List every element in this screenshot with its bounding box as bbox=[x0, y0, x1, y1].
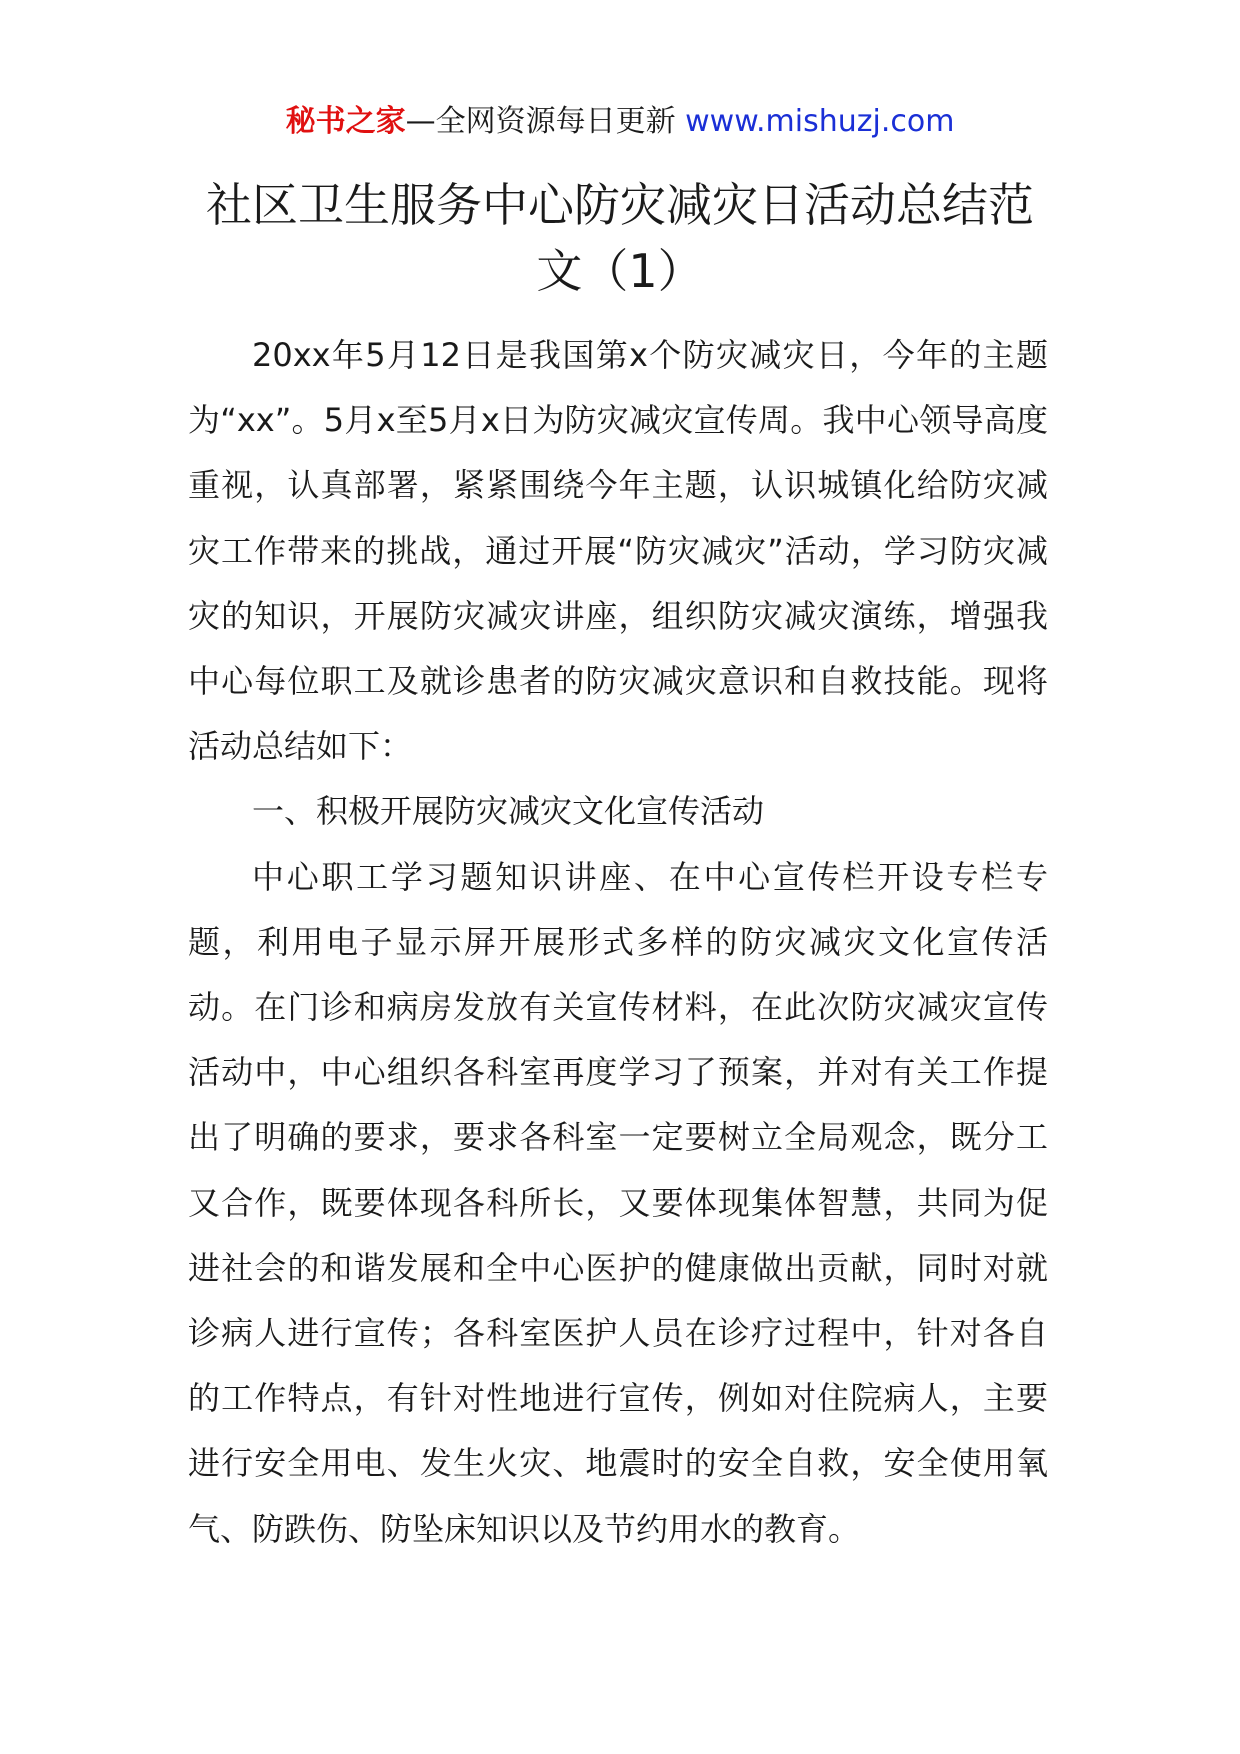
document-title: 社区卫生服务中心防灾减灾日活动总结范文（1） bbox=[206, 178, 1034, 298]
section-heading-1: 一、积极开展防灾减灾文化宣传活动 bbox=[252, 792, 765, 831]
paragraph-intro: 20xx年5月12日是我国第x个防灾减灾日，今年的主题为“xx”。5月x至5月x日为防灾减灾宣传周。我中心领导高度重视，认真部署，紧紧围绕今年主题，认识城镇化给防灾减灾工作带来的挑战，通过开展“防灾减灾”活动，学习防灾减灾的知识，开展防灾减灾讲座，组织防灾减灾演练，增强我中心每位职工及就诊患者的防灾减灾意识和自救技能。现将活动总结如下： bbox=[188, 336, 1048, 766]
site-header bbox=[0, 100, 1240, 144]
paragraph-section-1: 中心职工学习题知识讲座、在中心宣传栏开设专栏专题，利用电子显示屏开展形式多样的防灾减灾文化宣传活动。在门诊和病房发放有关宣传材料，在此次防灾减灾宣传活动中，中心组织各科室再度学习了预案，并对有关工作提出了明确的要求，要求各科室一定要树立全局观念，既分工又合作，既要体现各科所长，又要体现集体智慧，共同为促进社会的和谐发展和全中心医护的健康做出贡献，同时对就诊病人进行宣传；各科室医护人员在诊疗过程中，针对各自的工作特点，有针对性地进行宣传，例如对住院病人，主要进行安全用电、发生火灾、地震时的安全自救，安全使用氧气、防跌伤、防坠床知识以及节约用水的教育。 bbox=[188, 857, 1048, 1548]
site-url-link[interactable]: www.mishuzj.com bbox=[685, 104, 955, 139]
site-brand: 秘书之家 bbox=[285, 104, 406, 139]
document-body bbox=[188, 323, 1048, 1562]
site-tagline: —全网资源每日更新 bbox=[405, 104, 676, 139]
